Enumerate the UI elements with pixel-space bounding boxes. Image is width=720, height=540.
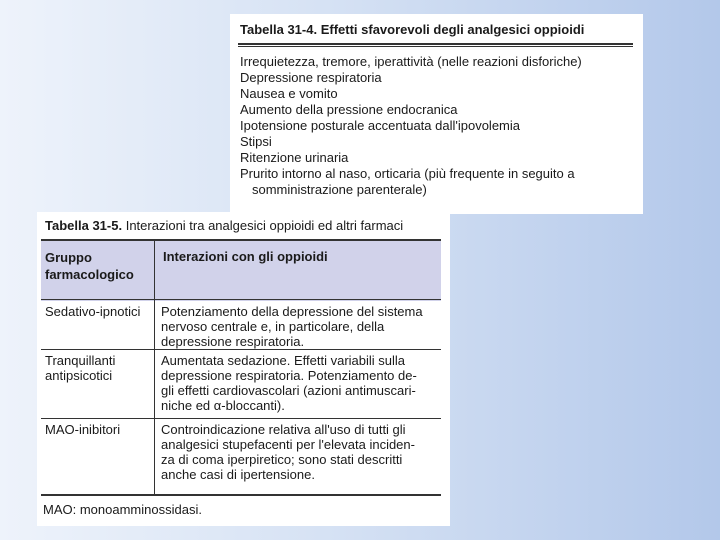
table-caption: Interazioni tra analgesici oppioidi ed altri farmaci [125,218,404,233]
header-interactions: Interazioni con gli oppioidi [163,249,328,264]
header-group: Gruppo farmacologico [45,250,134,282]
interaction-cell: Aumentata sedazione. Effetti variabili sulla depressione respiratoria. Potenziamento de- gli effetti cardiovascolari (azioni antimuscari- niche ed α-bloccanti). [161,353,417,413]
table-number: Tabella 31-5. [45,218,123,233]
row-divider [41,418,441,419]
divider [238,46,633,47]
interaction-cell: Potenziamento della depressione del sistema nervoso centrale e, in particolare, della depressione respiratoria. [161,304,423,349]
list-item: Prurito intorno al naso, orticaria (più frequente in seguito a [240,166,575,181]
row-divider [41,349,441,350]
group-cell: Tranquillanti antipsicotici [45,353,116,383]
drug-interactions-table [37,212,450,526]
adverse-effects-table [230,14,643,214]
table-footnote: MAO: monoamminossidasi. [43,502,202,517]
list-item: Stipsi [240,134,272,149]
group-cell: MAO-inibitori [45,422,121,437]
table-bottom-rule [41,494,441,496]
column-divider [154,239,155,495]
divider [238,43,633,45]
list-item: Ipotensione posturale accentuata dall'ipovolemia [240,118,521,133]
row-divider [41,299,441,300]
list-item: Nausea e vomito [240,86,338,101]
table-caption: Effetti sfavorevoli degli analgesici oppioidi [320,22,585,37]
list-item: somministrazione parenterale) [252,182,427,197]
table-number: Tabella 31-4. [240,22,318,37]
effects-list [240,54,582,198]
list-item: Depressione respiratoria [240,70,382,85]
table-title [240,22,584,37]
interaction-cell: Controindicazione relativa all'uso di tutti gli analgesici stupefacenti per l'elevata inciden- za di coma iperpiretico; sono stati descritti anche casi di ipertensione. [161,422,415,482]
list-item: Aumento della pressione endocranica [240,102,458,117]
list-item: Ritenzione urinaria [240,150,349,165]
group-cell: Sedativo-ipnotici [45,304,141,319]
table-title [45,218,403,233]
table-header [41,239,441,301]
list-item: Irrequietezza, tremore, iperattività (nelle reazioni disforiche) [240,54,582,69]
